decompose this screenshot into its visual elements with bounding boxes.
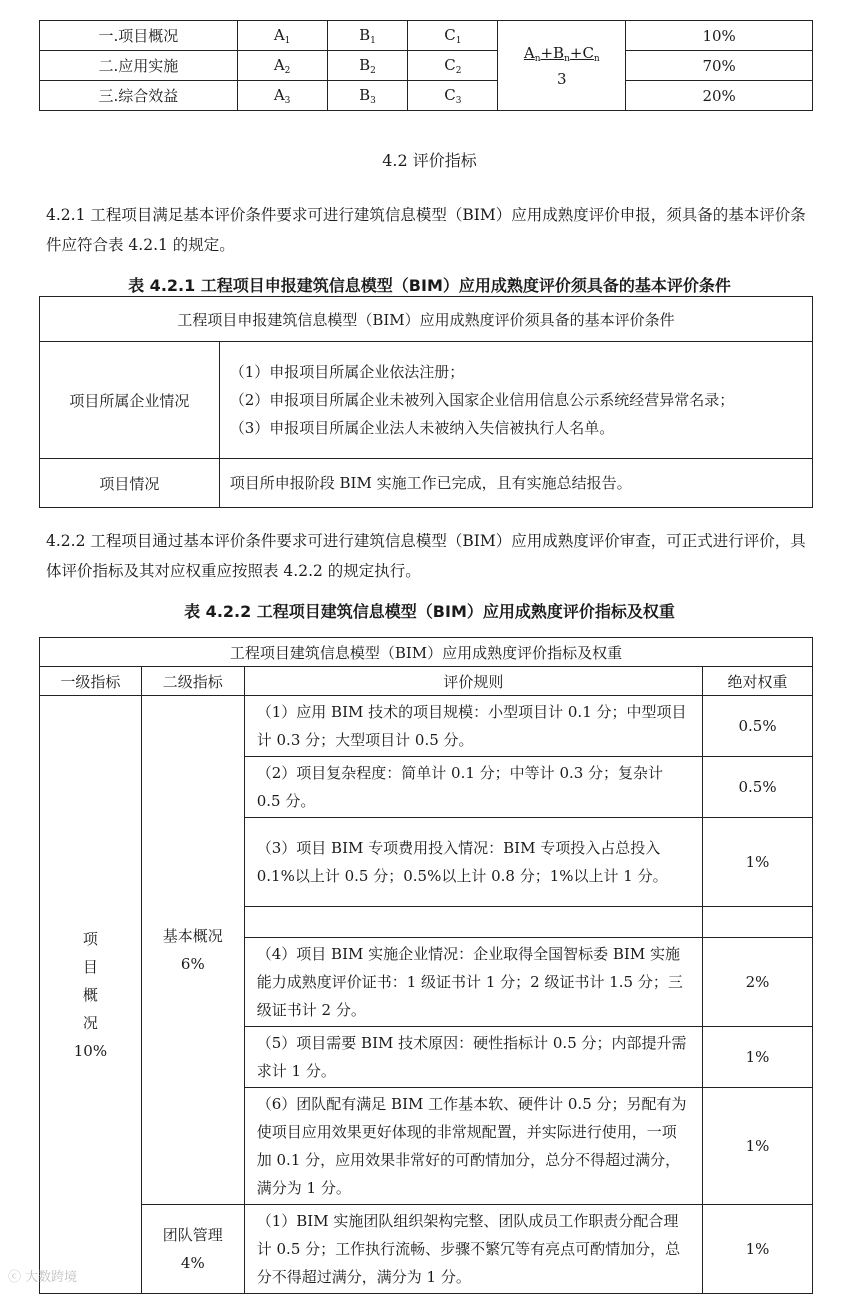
weight-cell (703, 907, 813, 938)
paragraph-4-2-1: 4.2.1 工程项目满足基本评价条件要求可进行建筑信息模型（BIM）应用成熟度评价申报，须具备的基本评价条件应符合表 4.2.1 的规定。 (46, 206, 806, 254)
table-row (40, 297, 813, 342)
weight-cell: 0.5% (703, 696, 813, 757)
weight-value: 10% (626, 21, 813, 51)
row-label: 项目所属企业情况 (40, 342, 220, 459)
watermark: ⓒ 大数跨境 (8, 1270, 78, 1285)
row-label: 项目情况 (40, 459, 220, 508)
weight-cell: 1% (703, 1027, 813, 1088)
score-c: $C_1$ (408, 21, 498, 51)
rule-cell: （1）BIM 实施团队组织架构完整、团队成员工作职责分配合理计 0.5 分；工作执行流畅、步骤不繁冗等有亮点可酌情加分，总分不得超过满分，满分为 1 分。 (244, 1205, 702, 1294)
weight-summary-table (39, 20, 813, 111)
table-caption-4-2-2: 表 4.2.2 工程项目建筑信息模型（BIM）应用成熟度评价指标及权重 (184, 602, 675, 621)
indicator-name: 一.项目概况 (40, 21, 238, 51)
table-row (40, 459, 813, 508)
score-c: $C_2$ (408, 51, 498, 81)
indicator-name: 三.综合效益 (40, 81, 238, 111)
table-row (40, 696, 813, 757)
rule-cell: （3）项目 BIM 专项费用投入情况：BIM 专项投入占总投入 0.1%以上计 0.5 分；0.5%以上计 0.8 分；1%以上计 1 分。 (244, 818, 702, 907)
col-header-level1: 一级指标 (40, 667, 142, 696)
row-content (219, 342, 812, 459)
table-row (40, 21, 813, 51)
table-row (40, 1205, 813, 1294)
score-b: $B_3$ (327, 81, 408, 111)
rule-cell: （1）应用 BIM 技术的项目规模：小型项目计 0.1 分；中型项目计 0.3 分；大型项目计 0.5 分。 (244, 696, 702, 757)
table-row (40, 667, 813, 696)
weight-cell: 1% (703, 818, 813, 907)
rule-cell: （4）项目 BIM 实施企业情况：企业取得全国智标委 BIM 实施能力成熟度评价证书：1 级证书计 1 分；2 级证书计 1.5 分；三级证书计 2 分。 (244, 938, 702, 1027)
condition-item: （3）申报项目所属企业法人未被纳入失信被执行人名单。 (229, 419, 615, 437)
weight-value: 70% (626, 51, 813, 81)
weight-cell: 2% (703, 938, 813, 1027)
col-header-rule: 评价规则 (244, 667, 702, 696)
score-a: $A_1$ (237, 21, 327, 51)
rule-cell: （5）项目需要 BIM 技术原因：硬性指标计 0.5 分；内部提升需求计 1 分。 (244, 1027, 702, 1088)
score-a: $A_3$ (237, 81, 327, 111)
score-a: $A_2$ (237, 51, 327, 81)
indicator-name: 二.应用实施 (40, 51, 238, 81)
score-c: $C_3$ (408, 81, 498, 111)
watermark-logo-icon: ⓒ (8, 1270, 22, 1285)
weight-cell: 0.5% (703, 757, 813, 818)
table-title: 工程项目建筑信息模型（BIM）应用成熟度评价指标及权重 (40, 638, 813, 667)
rule-cell (244, 907, 702, 938)
table-row (40, 51, 813, 81)
table-row (40, 342, 813, 459)
condition-item: （1）申报项目所属企业依法注册； (229, 363, 465, 381)
basic-conditions-table (39, 296, 813, 508)
col-header-weight: 绝对权重 (703, 667, 813, 696)
weight-cell: 1% (703, 1205, 813, 1294)
col-header-level2: 二级指标 (141, 667, 244, 696)
table-row (40, 638, 813, 667)
score-b: $B_1$ (327, 21, 408, 51)
table-row (40, 81, 813, 111)
level2-indicator: 团队管理 4% (141, 1205, 244, 1294)
table-caption-4-2-1: 表 4.2.1 工程项目申报建筑信息模型（BIM）应用成熟度评价须具备的基本评价条件 (128, 276, 731, 295)
rule-cell: （6）团队配有满足 BIM 工作基本软、硬件计 0.5 分；另配有为使项目应用效果更好体现的非常规配置，并实际进行使用，一项加 0.1 分，应用效果非常好的可酌情加分，总分不得超过满分，满分为 1 分。 (244, 1088, 702, 1205)
score-b: $B_2$ (327, 51, 408, 81)
level2-indicator: 基本概况 6% (141, 696, 244, 1205)
paragraph-4-2-2: 4.2.2 工程项目通过基本评价条件要求可进行建筑信息模型（BIM）应用成熟度评价审查，可正式进行评价，具体评价指标及其对应权重应按照表 4.2.2 的规定执行。 (46, 532, 806, 580)
level1-indicator: 项 目 概 况 10% (40, 696, 142, 1294)
rule-cell: （2）项目复杂程度：简单计 0.1 分；中等计 0.3 分；复杂计 0.5 分。 (244, 757, 702, 818)
condition-item: （2）申报项目所属企业未被列入国家企业信用信息公示系统经营异常名录； (229, 391, 735, 409)
section-heading: 4.2 评价指标 (382, 151, 477, 170)
weight-cell: 1% (703, 1088, 813, 1205)
table-header: 工程项目申报建筑信息模型（BIM）应用成熟度评价须具备的基本评价条件 (40, 297, 813, 342)
indicator-weight-table (39, 637, 813, 1294)
average-formula: $A_n+B_n+C_n$ 3 (498, 21, 626, 111)
weight-value: 20% (626, 81, 813, 111)
row-content: 项目所申报阶段 BIM 实施工作已完成，且有实施总结报告。 (219, 459, 812, 508)
